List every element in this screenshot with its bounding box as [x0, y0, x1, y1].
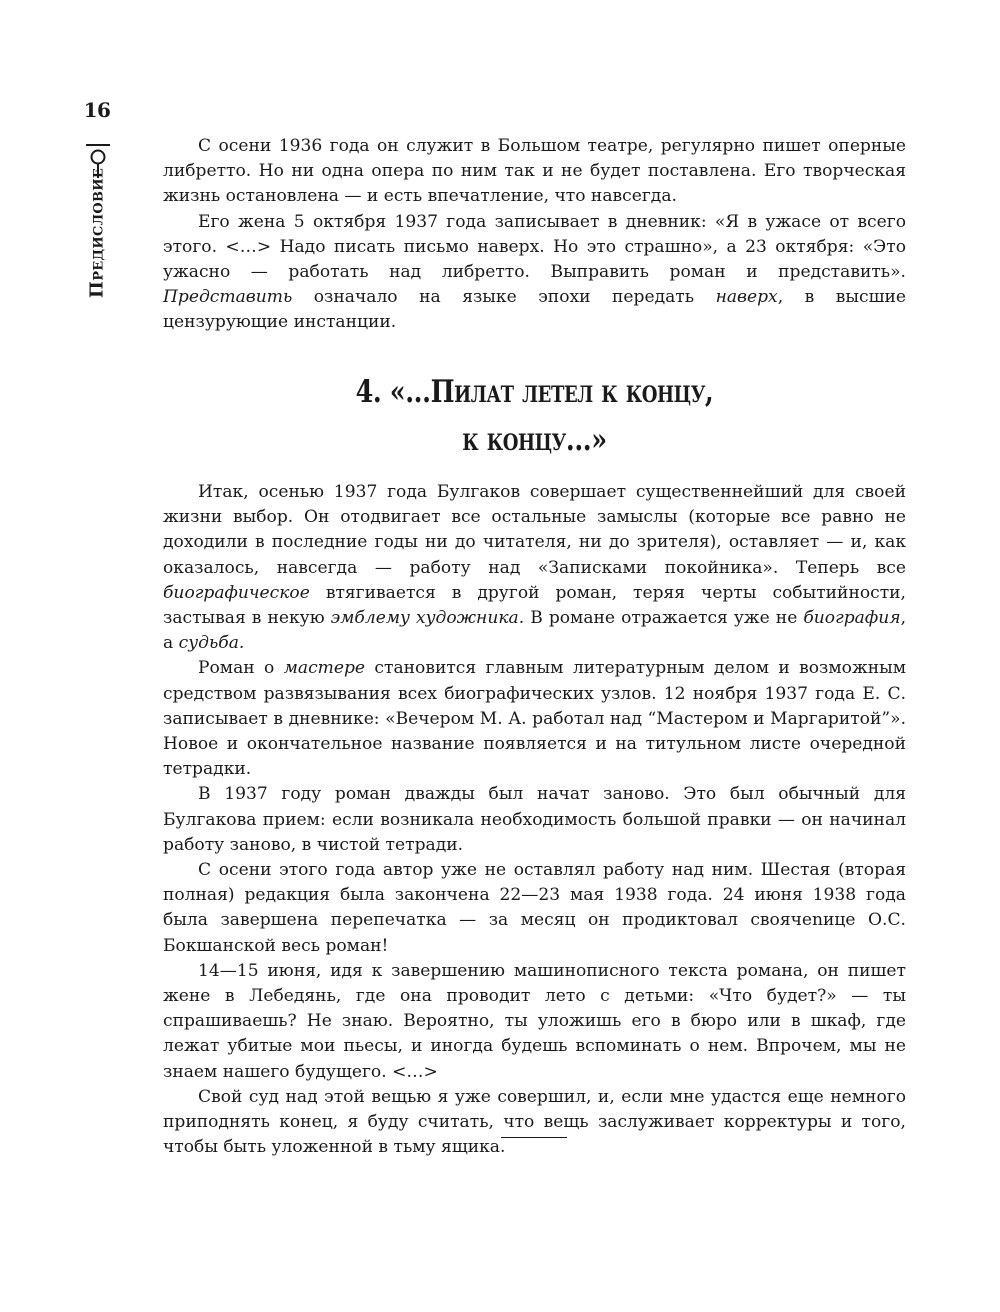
main-text-block: [163, 480, 906, 1160]
emphasis: Представить: [163, 287, 293, 308]
emphasis: биографическое: [163, 582, 310, 603]
paragraph: В 1937 году роман дважды был начат заново. Это был обычный для Булгакова прием: если возникала необходимость большой правки — он начинал работу заново, в чистой тетради.: [163, 784, 906, 855]
emphasis: биография: [803, 608, 901, 629]
paragraph: Свой суд над этой вещью я уже совершил, и, если мне удастся еще немного приподнять конец, я буду считать, что вещь заслуживает корректуры и того, чтобы быть уложенной в тьму ящика.: [163, 1086, 906, 1158]
running-head-rest: редисловие: [86, 167, 108, 281]
paragraph: Его жена 5 октября 1937 года записывает в дневник: «Я в ужасе от всего этого. <…> Надо писать письмо наверх. Но это страшно», а 23 октября: «Это ужасно — работать над либретто. Выправить роман и представить». Представить означало на языке эпохи передать наверх, в высшие цензурующие инстанции.: [163, 211, 906, 333]
paragraph: Роман о мастере становится главным литературным делом и возможным средством развязывания всех биографических узлов. 12 ноября 1937 года Е. С. записывает в дневнике: «Вечером М. А. работал над “Мастером и Маргаритой”». Новое и окончательное название появляется и на титульном листе очередной тетрадки.: [163, 658, 906, 780]
paragraph: С осени 1936 года он служит в Большом театре, регулярно пишет оперные либретто. Но ни одна опера по ним так и не будет поставлена. Его творческая жизнь остановлена — и есть впечатление, что навсегда.: [163, 136, 906, 207]
page-number: 16: [83, 98, 111, 122]
emphasis: наверх: [715, 287, 778, 308]
chapter-title: [230, 368, 839, 464]
running-head-initial: П: [86, 280, 108, 299]
emphasis: судьба.: [178, 633, 245, 654]
paragraph: С осени этого года автор уже не оставлял работу над ним. Шестая (вторая полная) редакция была закончена 22—23 мая 1938 года. 24 июня 1938 года была завершена перепечатка — за месяц он продиктовал своячenице О.С. Бокшанской весь роман!: [163, 860, 906, 956]
paragraph: Итак, осенью 1937 года Булгаков совершает существеннейший для своей жизни выбор. Он отодвигает все остальные замыслы (которые все равно не доходили в последние годы ни до читателя, ни до зрителя), оставляет — и, как оказалось, навсегда — работу над «Записками покойника». Теперь все биографическое втягивается в другой роман, теряя черты событийности, застывая в некую эмблему художника. В романе отражается уже не биография, а судьба.: [163, 482, 907, 654]
running-head: [87, 168, 108, 298]
emphasis: мастере: [283, 658, 366, 679]
section-end-rule: [501, 1137, 567, 1138]
emphasis: эмблему художника.: [330, 608, 525, 629]
chapter-title-line-1: 4. «...Пилат летел к концу,: [355, 374, 714, 410]
chapter-title-line-2: к концу...»: [462, 422, 607, 458]
top-text-block: [163, 134, 906, 336]
paragraph: 14—15 июня, идя к завершению машинописного текста романа, он пишет жене в Лебедянь, где она проводит лето с детьми: «Что будет?» — ты спрашиваешь? Не знаю. Вероятно, ты уложишь его в бюро или в шкаф, где лежат убитые мои пьесы, и иногда будешь вспоминать о нем. Впрочем, мы не знаем нашего будущего. <…>: [163, 960, 906, 1082]
